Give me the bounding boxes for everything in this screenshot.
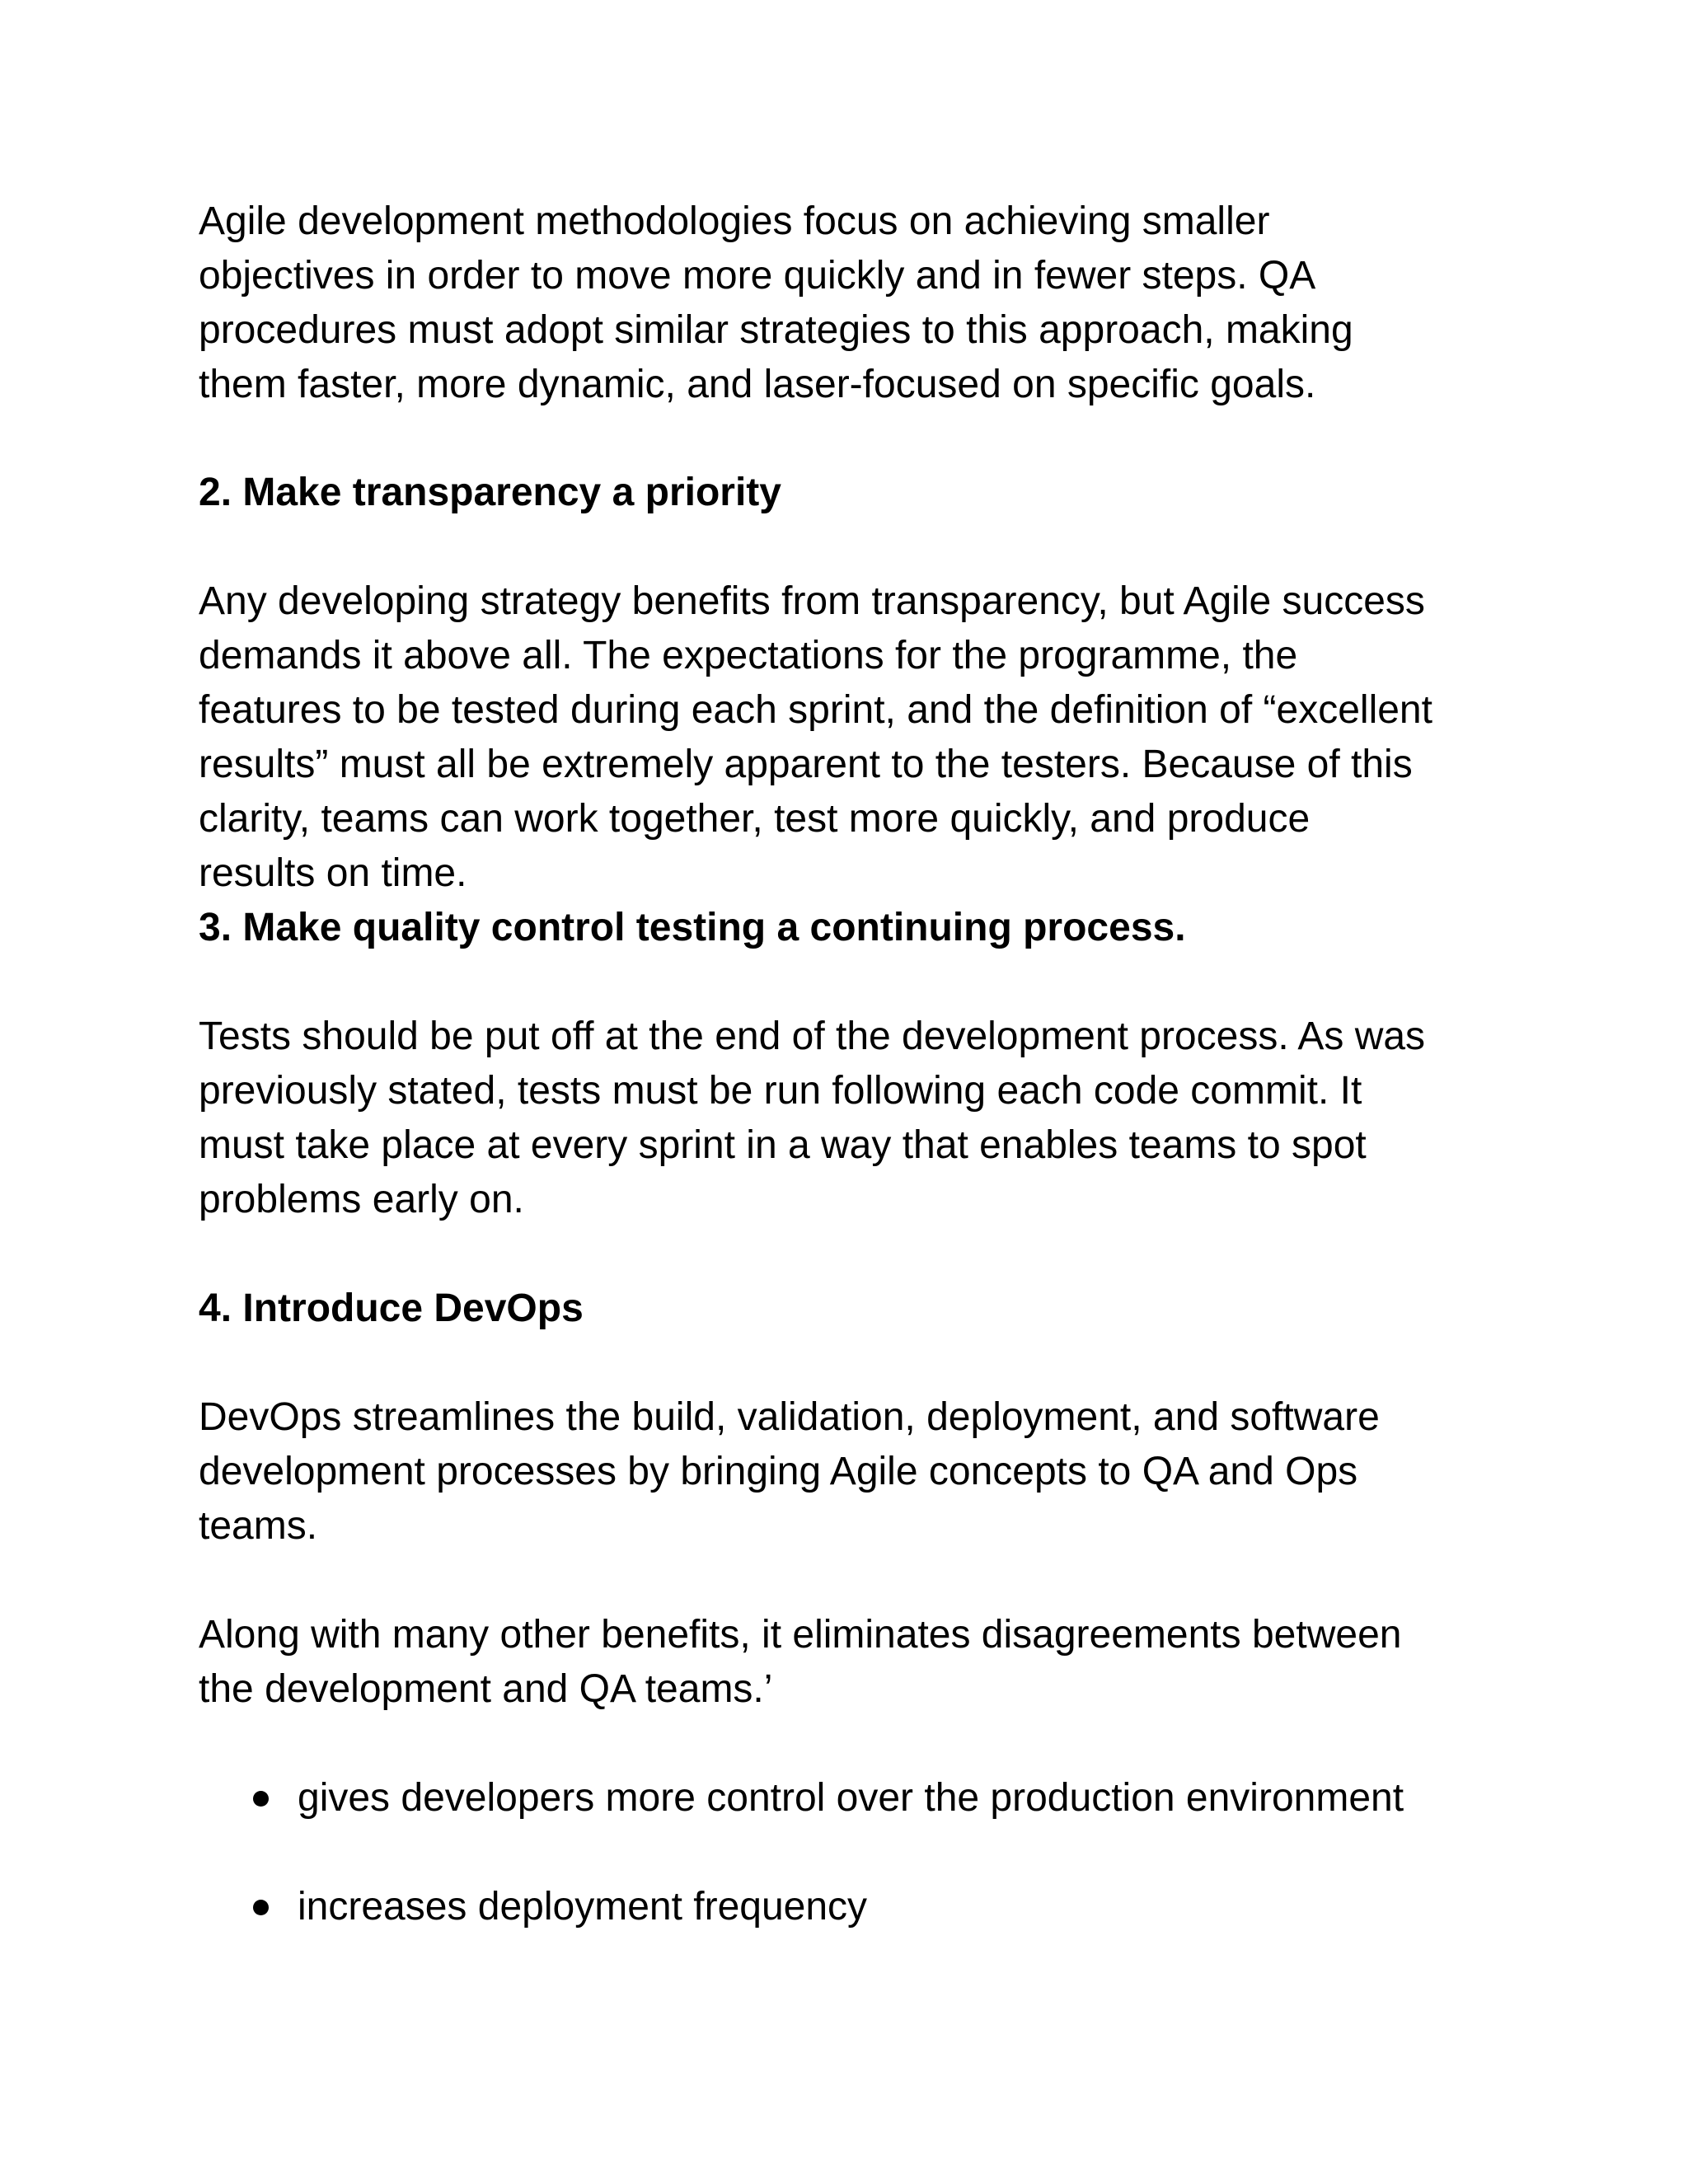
section-4-para2-line-2: the development and QA teams.’: [199, 1667, 773, 1711]
section-3-line-3: must take place at every sprint in a way that enables teams to spot: [199, 1123, 1367, 1167]
bullet-icon: [253, 1791, 269, 1807]
section-2-line-5: clarity, teams can work together, test more quickly, and produce: [199, 797, 1311, 841]
section-4-para1-line-3: teams.: [199, 1504, 318, 1548]
bullet-item: [0, 1771, 1688, 1825]
section-2-line-6: results on time.: [199, 851, 467, 895]
section-2-line-4: results” must all be extremely apparent to the testers. Because of this: [199, 743, 1413, 786]
section-3-line-2: previously stated, tests must be run following each code commit. It: [199, 1069, 1362, 1113]
section-2-line-3: features to be tested during each sprint, and the definition of “excellent: [199, 688, 1432, 732]
bullet-item: [0, 1880, 1688, 1934]
bullet-text: gives developers more control over the production environment: [298, 1776, 1404, 1820]
intro-line-3: procedures must adopt similar strategies to this approach, making: [199, 308, 1353, 352]
bullet-icon: [253, 1900, 269, 1915]
section-4-para1-line-2: development processes by bringing Agile concepts to QA and Ops: [199, 1450, 1358, 1493]
section-4-heading: 4. Introduce DevOps: [199, 1286, 584, 1330]
section-3-line-4: problems early on.: [199, 1178, 524, 1221]
section-2-line-1: Any developing strategy benefits from transparency, but Agile success: [199, 579, 1425, 623]
section-2-heading: 2. Make transparency a priority: [199, 471, 781, 514]
section-4-para2-line-1: Along with many other benefits, it eliminates disagreements between: [199, 1613, 1402, 1657]
section-3-line-1: Tests should be put off at the end of the development process. As was: [199, 1015, 1426, 1058]
section-3-heading: 3. Make quality control testing a continuing process.: [199, 906, 1186, 949]
intro-line-4: them faster, more dynamic, and laser-focused on specific goals.: [199, 363, 1316, 406]
intro-line-2: objectives in order to move more quickly and in fewer steps. QA: [199, 254, 1316, 298]
intro-line-1: Agile development methodologies focus on achieving smaller: [199, 199, 1270, 243]
section-4-para1-line-1: DevOps streamlines the build, validation, deployment, and software: [199, 1395, 1380, 1439]
bullet-text: increases deployment frequency: [298, 1885, 868, 1929]
section-2-line-2: demands it above all. The expectations for the programme, the: [199, 634, 1298, 677]
